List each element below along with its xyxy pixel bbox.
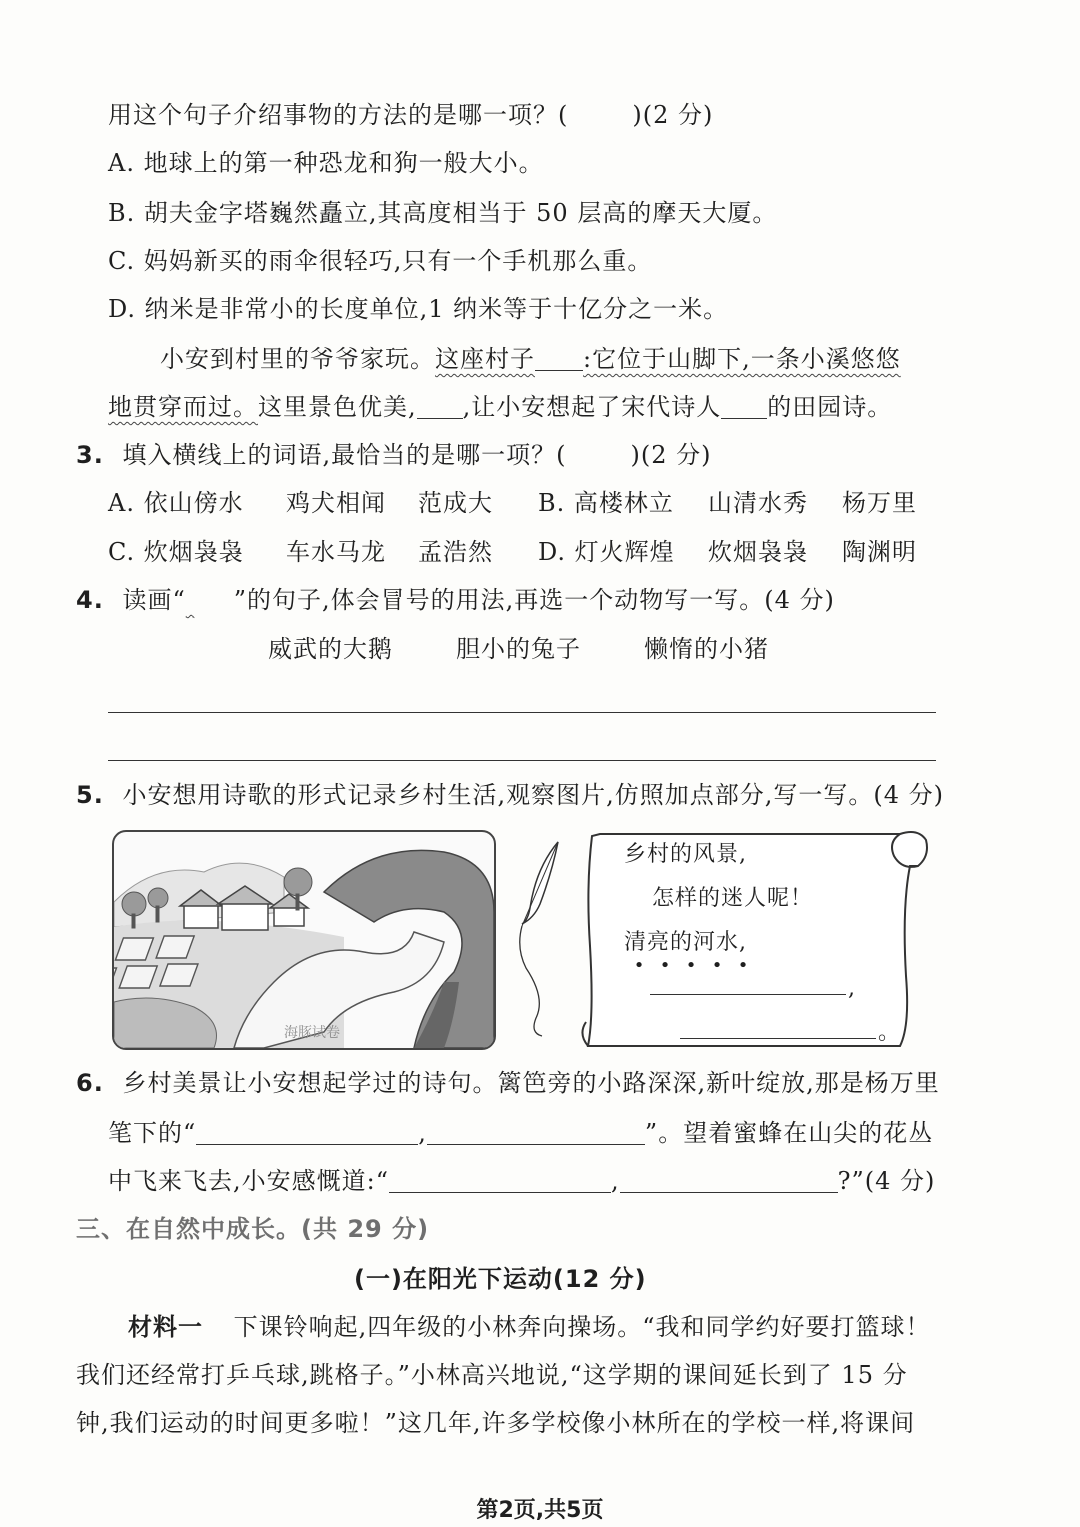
material-1-line-2: 我们还经常打乒乓球,跳格子。”小林高兴地说,“这学期的课间延长到了 15 分 [76,1361,908,1389]
q6-text: 乡村美景让小安想起学过的诗句。篱笆旁的小路深深,新叶绽放,那是杨万里 [122,1069,940,1097]
passage-blank-3[interactable] [721,394,767,419]
q6-blank-1[interactable] [196,1120,418,1145]
question-number: 6. [76,1069,104,1097]
q2-option-c: C. 妈妈新买的雨伞很轻巧,只有一个手机那么重。 [108,247,653,275]
question-number: 4. [76,586,104,614]
poem-line-3: 清亮的河水, [624,930,747,955]
village-illustration [112,830,496,1050]
poem-period: 。 [878,1020,902,1045]
q3-option-c-word-1: C. 炊烟袅袅 [108,538,244,566]
wavy-text: 这座村子 [435,345,535,373]
q4-stem-text: 读画“ [122,586,186,614]
q6-line-1 [76,1066,940,1100]
page-number: 第2页,共5页 [476,1498,604,1523]
passage-blank-2[interactable] [417,394,463,419]
q3-option-b-word-2: 山清水秀 [708,489,808,517]
q2-option-d: D. 纳米是非常小的长度单位,1 纳米等于十亿分之一米。 [108,295,729,323]
wavy-mark-sample [186,583,234,617]
animal-choice-pig: 懒惰的小猪 [644,635,769,663]
passage-text: 的田园诗。 [767,393,893,421]
passage-text: 小安到村里的爷爷家玩。 [160,345,435,373]
village-scene-drawing [114,832,494,1048]
q3-option-b-word-1: B. 高楼林立 [538,489,674,517]
section-3-subtitle: (一)在阳光下运动(12 分) [354,1265,647,1293]
poem-line-1: 乡村的风景, [624,842,747,867]
wavy-text: :它位于山脚下,一条小溪悠悠 [583,345,901,373]
q6-line-3 [108,1164,935,1198]
q6-line-2 [108,1116,933,1150]
wavy-underlined-sentence [435,345,901,373]
passage-text: 这里景色优美, [258,393,417,421]
q3-options-row-1 [108,486,917,520]
q3-option-d-word-2: 炊烟袅袅 [708,538,808,566]
q6-text: 笔下的“ [108,1119,197,1147]
q3-stem [76,438,711,472]
q6-comma: , [610,1167,620,1195]
q6-blank-2[interactable] [427,1120,645,1145]
q6-blank-4[interactable] [620,1168,838,1193]
q3-option-d-poet: 陶渊明 [842,538,917,566]
poem-comma: , [848,976,856,1001]
q5-stem [76,778,944,812]
animal-choice-rabbit: 胆小的兔子 [456,635,581,663]
poem-answer-line-2[interactable] [680,1038,876,1039]
poem-line-2: 怎样的迷人呢！ [652,886,814,911]
material-1-line-1 [128,1310,931,1344]
feather-pen-icon [506,838,576,1038]
question-number: 5. [76,781,104,809]
q3-option-c-word-2: 车水马龙 [286,538,386,566]
q4-answer-line-2[interactable] [108,760,936,761]
q6-blank-3[interactable] [389,1168,611,1193]
passage-line-2 [108,390,892,424]
section-3-title: 三、在自然中成长。(共 29 分) [76,1215,430,1243]
q2-option-b: B. 胡夫金字塔巍然矗立,其高度相当于 50 层高的摩天大厦。 [108,199,778,227]
watermark-text: 海豚试卷 [284,1025,340,1041]
passage-blank-1[interactable] [535,346,583,371]
emphasis-dots: • • • • • [633,955,749,976]
q6-text: ?”(4 分) [837,1167,936,1195]
q4-animal-choices [268,632,769,666]
q3-score: )(2 分) [630,441,712,469]
q2-stem [108,98,713,132]
animal-choice-goose: 威武的大鹅 [268,635,393,663]
q6-text: ”。望着蜜蜂在山尖的花丛 [644,1119,934,1147]
material-label: 材料一 [128,1313,203,1341]
material-text: 下课铃响起,四年级的小林奔向操场。“我和同学约好要打篮球！ [233,1313,931,1341]
q4-stem-text: ”的句子,体会冒号的用法,再选一个动物写一写。(4 分) [233,586,835,614]
passage-text: ,让小安想起了宋代诗人 [462,393,722,421]
material-1-line-3: 钟,我们运动的时间更多啦！”这几年,许多学校像小林所在的学校一样,将课间 [76,1409,916,1437]
q6-comma: , [418,1119,427,1147]
poem-answer-line-1[interactable] [650,994,846,995]
q3-option-a-word-2: 鸡犬相闻 [286,489,386,517]
q3-options-row-2 [108,535,917,569]
question-number: 3. [76,441,104,469]
poem-scroll [580,826,935,1051]
q3-stem-text: 填入横线上的词语,最恰当的是哪一项？( [122,441,567,469]
passage-line-1 [160,342,901,376]
q2-score: )(2 分) [632,101,714,129]
q3-option-c-poet: 孟浩然 [418,538,493,566]
q5-stem-text: 小安想用诗歌的形式记录乡村生活,观察图片,仿照加点部分,写一写。(4 分) [122,781,944,809]
q3-option-a-poet: 范成大 [418,489,493,517]
q3-option-d-word-1: D. 灯火辉煌 [538,538,675,566]
q3-option-a-word-1: A. 依山傍水 [108,489,244,517]
wavy-underlined-sentence-end: 地贯穿而过。 [108,393,258,421]
q2-stem-text: 用这个句子介绍事物的方法的是哪一项？( [108,101,569,129]
q2-option-a: A. 地球上的第一种恐龙和狗一般大小。 [108,149,544,177]
q4-stem [76,583,835,617]
q3-option-b-poet: 杨万里 [842,489,917,517]
q6-text: 中飞来飞去,小安感慨道:“ [108,1167,389,1195]
q4-answer-line-1[interactable] [108,712,936,713]
